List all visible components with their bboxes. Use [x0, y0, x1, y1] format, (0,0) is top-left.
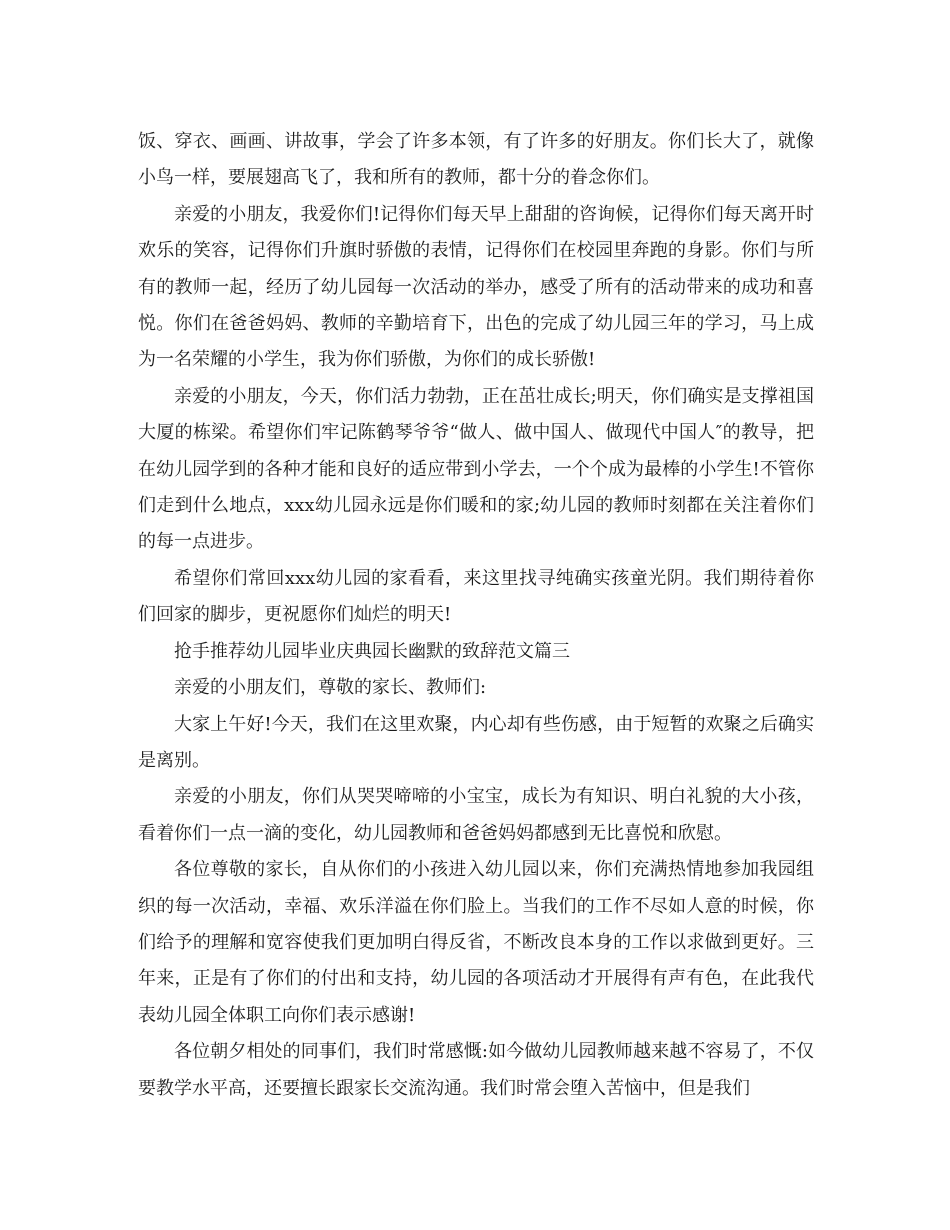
paragraph-2: 亲爱的小朋友，我爱你们!记得你们每天早上甜甜的咨询候，记得你们每天离开时欢乐的笑容，记得你们升旗时骄傲的表情，记得你们在校园里奔跑的身影。你们与所有的教师一起，经历了幼儿园每一次活动的举办，感受了所有的活动带来的成功和喜悦。你们在爸爸妈妈、教师的辛勤培育下，出色的完成了幼儿园三年的学习，马上成为一名荣耀的小学生，我为你们骄傲，为你们的成长骄傲!: [138, 203, 814, 371]
paragraph-3: 亲爱的小朋友，今天，你们活力勃勃，正在茁壮成长;明天，你们确实是支撑祖国大厦的栋梁。希望你们牢记陈鹤琴爷爷“做人、做中国人、做现代中国人″的教导，把在幼儿园学到的各种才能和良好的适应带到小学去，一个个成为最棒的小学生!不管你们走到什么地点，xxx幼儿园永远是你们暖和的家;幼儿园的教师时刻都在关注着你们的每一点进步。: [138, 385, 814, 553]
paragraph-1: 饭、穿衣、画画、讲故事，学会了许多本领，有了许多的好朋友。你们长大了，就像小鸟一样，要展翅高飞了，我和所有的教师，都十分的眷念你们。: [138, 131, 814, 189]
document-page: [138, 124, 814, 1107]
section-heading: 抢手推荐幼儿园毕业庆典园长幽默的致辞范文篇三: [174, 640, 570, 662]
paragraph-4: 希望你们常回xxx幼儿园的家看看，来这里找寻纯确实孩童光阴。我们期待着你们回家的脚步，更祝愿你们灿烂的明天!: [138, 567, 814, 626]
paragraph-7: 大家上午好!今天，我们在这里欢聚，内心却有些伤感，由于短暂的欢聚之后确实是离别。: [138, 713, 814, 771]
paragraph-10: 各位朝夕相处的同事们，我们时常感慨:如今做幼儿园教师越来越不容易了，不仅要教学水平高，还要擅长跟家长交流沟通。我们时常会堕入苦恼中，但是我们: [138, 1041, 814, 1099]
paragraph-8: 亲爱的小朋友，你们从哭哭啼啼的小宝宝，成长为有知识、明白礼貌的大小孩，看着你们一点一滴的变化，幼儿园教师和爸爸妈妈都感到无比喜悦和欣慰。: [138, 786, 814, 844]
salutation: 亲爱的小朋友们，尊敬的家长、教师们:: [174, 677, 487, 699]
paragraph-9: 各位尊敬的家长，自从你们的小孩进入幼儿园以来，你们充满热情地参加我园组织的每一次活动，幸福、欢乐洋溢在你们脸上。当我们的工作不尽如人意的时候，你们给予的理解和宽容使我们更加明白得反省，不断改良本身的工作以求做到更好。三年来，正是有了你们的付出和支持，幼儿园的各项活动才开展得有声有色，在此我代表幼儿园全体职工向你们表示感谢!: [138, 859, 814, 1026]
